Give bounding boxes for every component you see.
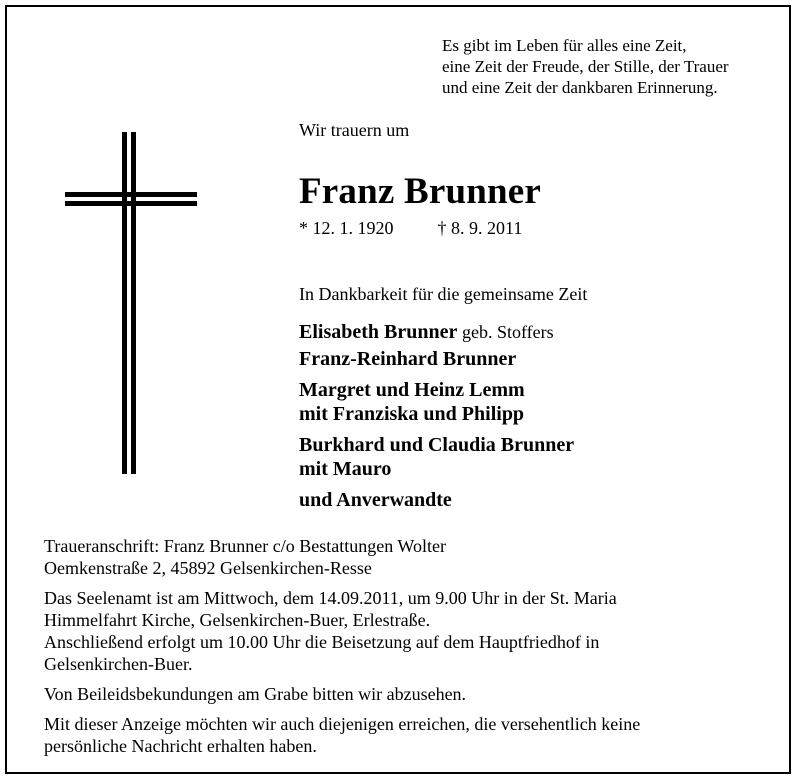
closing-line: Mit dieser Anzeige möchten wir auch diejenigen erreichen, die versehentlich keine [44, 714, 641, 734]
mourner-line: Margret und Heinz Lemm [299, 379, 525, 401]
condolence-paragraph: Von Beileidsbekundungen am Grabe bitten wir abzusehen. [44, 684, 467, 704]
closing-paragraph [44, 713, 764, 757]
closing-line: persönliche Nachricht erhalten haben. [44, 736, 317, 756]
mourner-entry: und Anverwandte [299, 489, 452, 511]
birth-date: * 12. 1. 1920 [299, 218, 394, 238]
mourner-line: Burkhard und Claudia Brunner [299, 434, 575, 456]
address-paragraph [44, 535, 764, 579]
service-paragraph [44, 587, 764, 675]
quote-line: und eine Zeit der dankbaren Erinnerung. [442, 78, 718, 97]
address-line: Traueranschrift: Franz Brunner c/o Bestattungen Wolter [44, 536, 446, 556]
deceased-name: Franz Brunner [299, 171, 542, 212]
mourner-entry [299, 433, 574, 481]
mourner-entry [299, 320, 574, 344]
mourner-name: Elisabeth Brunner [299, 321, 457, 343]
intro-text: Wir trauern um [299, 120, 410, 140]
gratitude-text: In Dankbarkeit für die gemeinsame Zeit [299, 284, 588, 304]
death-date: † 8. 9. 2011 [437, 218, 523, 238]
service-line: Anschließend erfolgt um 10.00 Uhr die Beisetzung auf dem Hauptfriedhof in [44, 632, 600, 652]
quote-line: Es gibt im Leben für alles eine Zeit, [442, 36, 687, 55]
life-dates [299, 218, 522, 239]
mourner-entry: Franz-Reinhard Brunner [299, 348, 517, 370]
mourner-line: mit Mauro [299, 458, 392, 480]
quote-block [442, 35, 729, 98]
service-line: Gelsenkirchen-Buer. [44, 654, 193, 674]
service-line: Himmelfahrt Kirche, Gelsenkirchen-Buer, Erlestraße. [44, 610, 431, 630]
mourners-list [299, 320, 574, 519]
quote-line: eine Zeit der Freude, der Stille, der Trauer [442, 57, 729, 76]
address-line: Oemkenstraße 2, 45892 Gelsenkirchen-Resse [44, 558, 372, 578]
mourner-suffix: geb. Stoffers [462, 322, 554, 342]
cross-icon [60, 128, 200, 478]
mourner-entry [299, 378, 574, 426]
mourner-line: mit Franziska und Philipp [299, 403, 525, 425]
funeral-info [44, 535, 764, 765]
service-line: Das Seelenamt ist am Mittwoch, dem 14.09.2011, um 9.00 Uhr in der St. Maria [44, 588, 617, 608]
